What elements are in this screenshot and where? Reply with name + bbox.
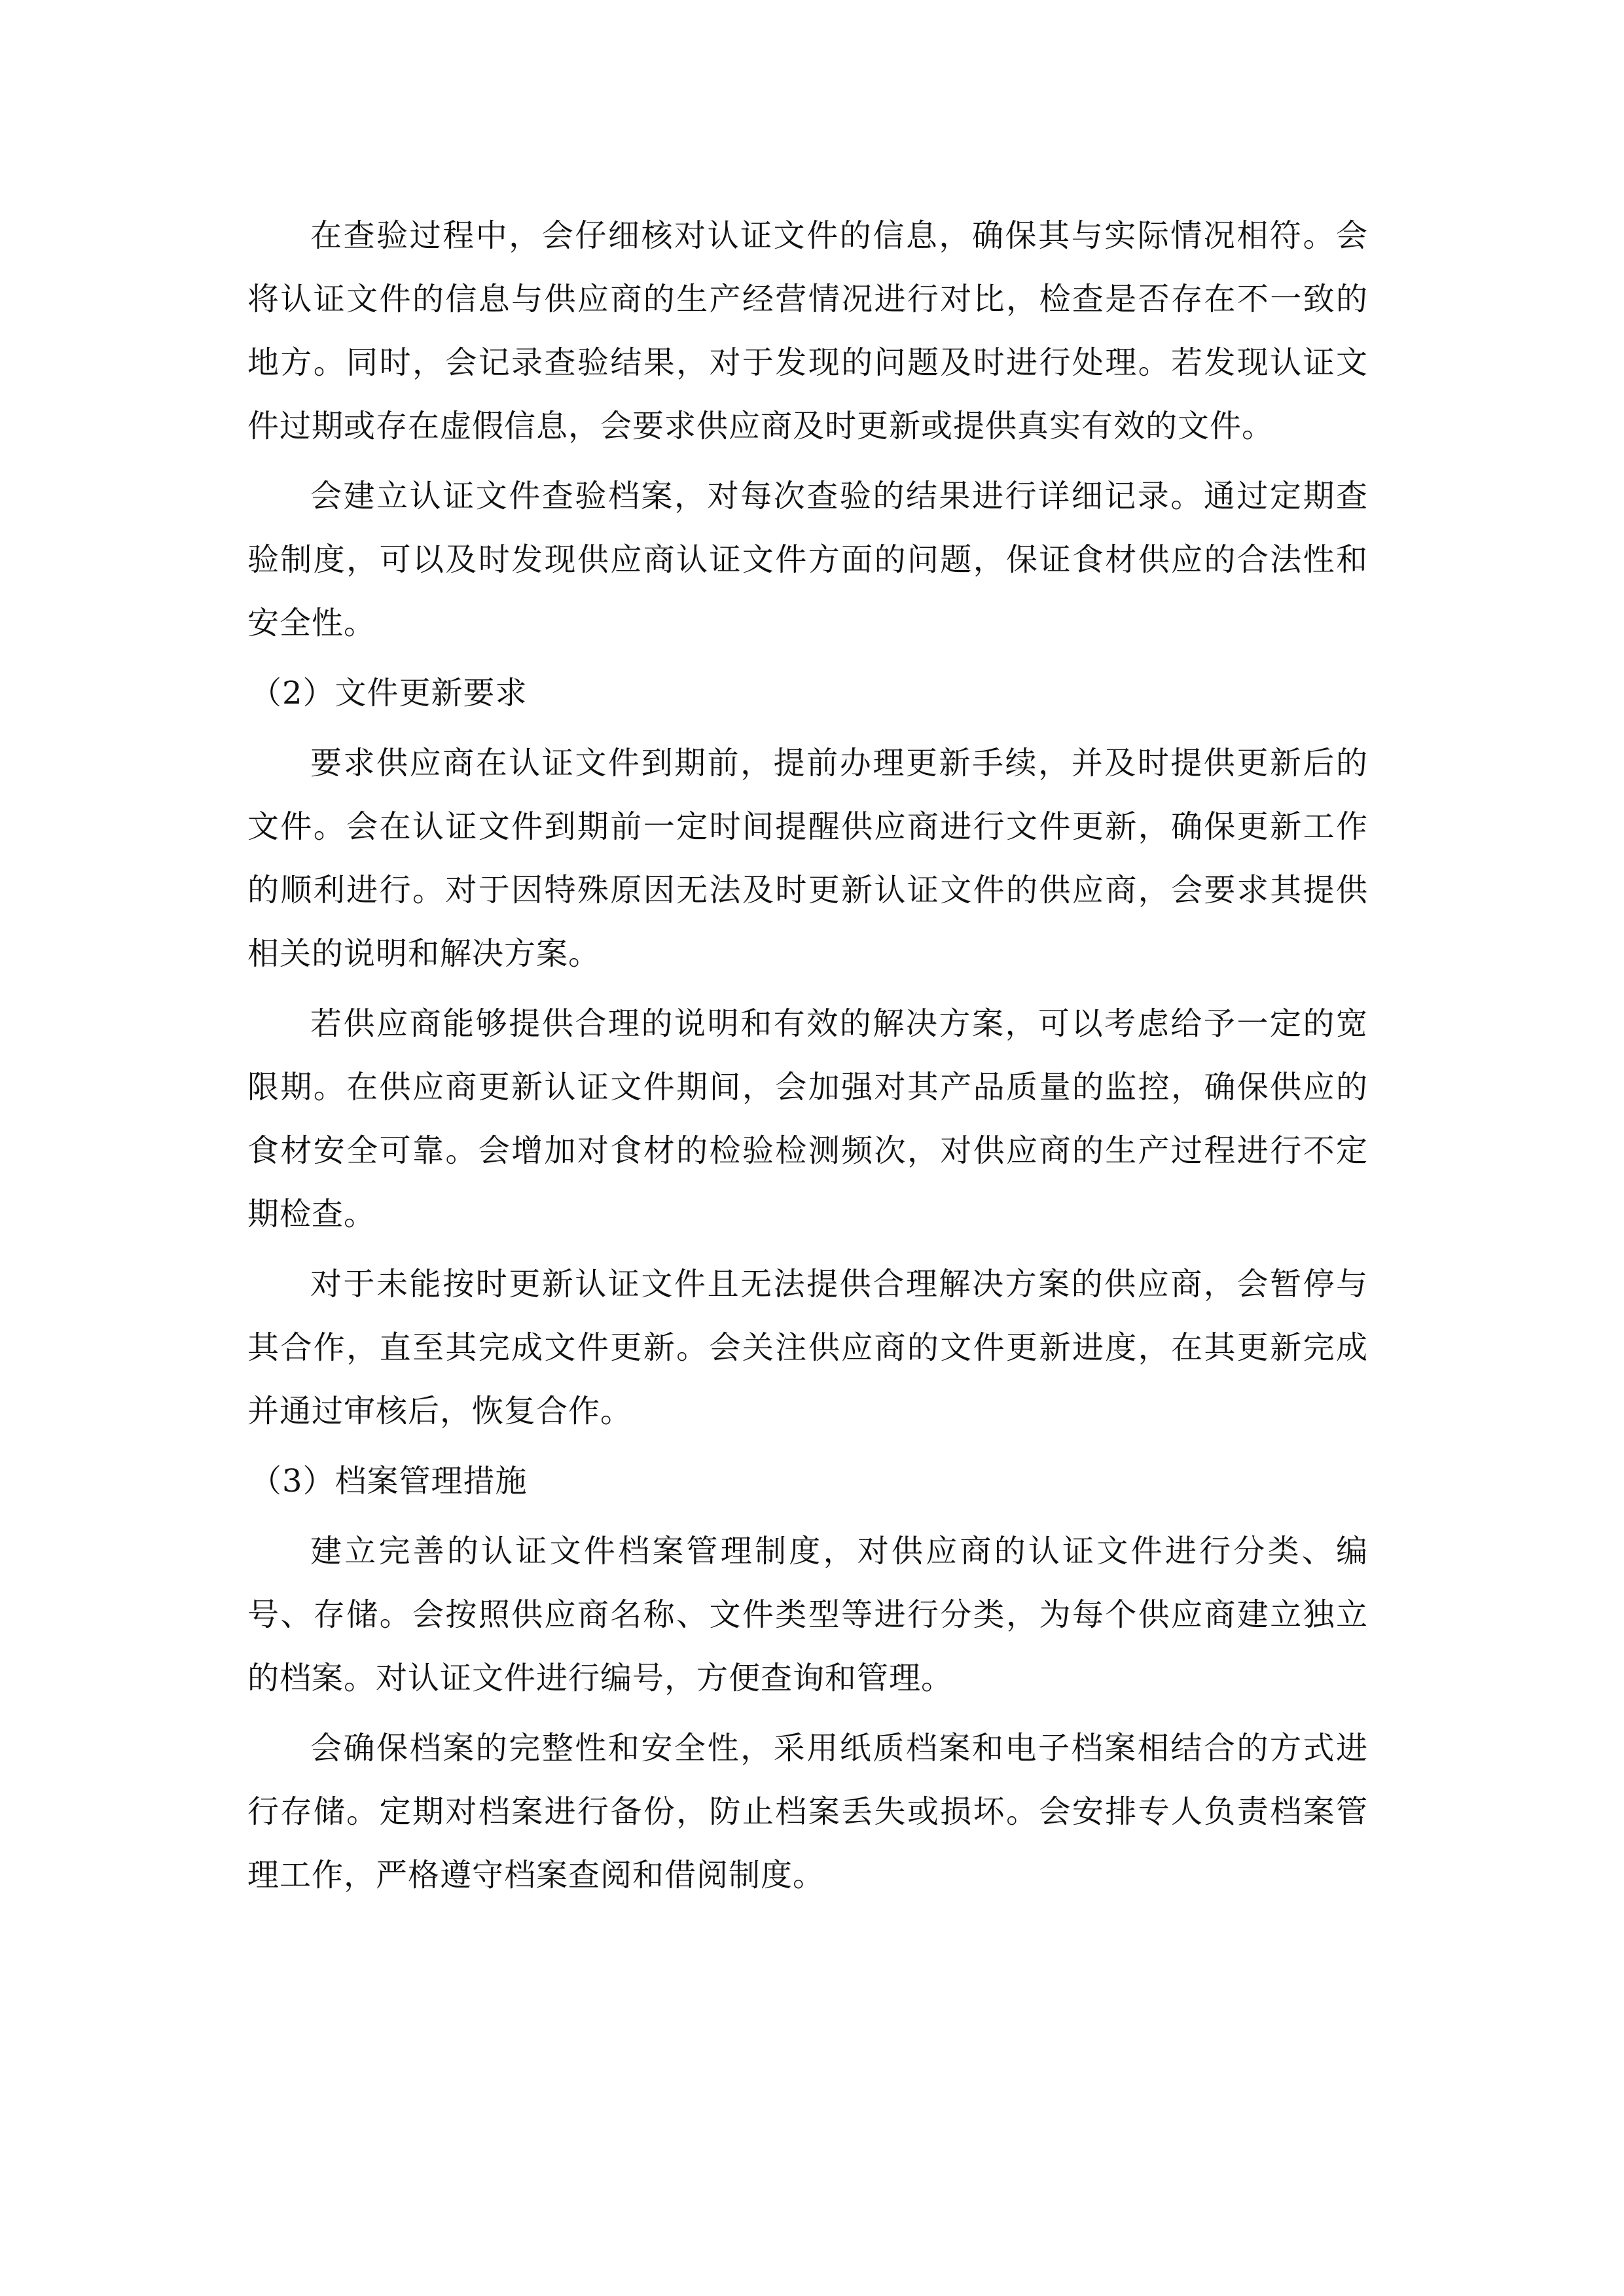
section-heading-archive-management: （3）档案管理措施 [250, 1463, 528, 1499]
paragraph-update-requirement: 要求供应商在认证文件到期前，提前办理更新手续，并及时提供更新后的文件。会在认证文件到期前一定时间提醒供应商进行文件更新，确保更新工作的顺利进行。对于因特殊原因无法及时更新认证文件的供应商，会要求其提供相关的说明和解决方案。 [247, 745, 1368, 972]
document-body [247, 204, 1368, 1914]
section-heading-file-update: （2）文件更新要求 [250, 675, 528, 711]
paragraph-verification-archive: 会建立认证文件查验档案，对每次查验的结果进行详细记录。通过定期查验制度，可以及时发现供应商认证文件方面的问题，保证食材供应的合法性和安全性。 [247, 478, 1368, 641]
paragraph-archive-security: 会确保档案的完整性和安全性，采用纸质档案和电子档案相结合的方式进行存储。定期对档案进行备份，防止档案丢失或损坏。会安排专人负责档案管理工作，严格遵守档案查阅和借阅制度。 [247, 1730, 1368, 1893]
paragraph-grace-period: 若供应商能够提供合理的说明和有效的解决方案，可以考虑给予一定的宽限期。在供应商更新认证文件期间，会加强对其产品质量的监控，确保供应的食材安全可靠。会增加对食材的检验检测频次，对供应商的生产过程进行不定期检查。 [247, 1005, 1368, 1232]
paragraph-archive-system: 建立完善的认证文件档案管理制度，对供应商的认证文件进行分类、编号、存储。会按照供应商名称、文件类型等进行分类，为每个供应商建立独立的档案。对认证文件进行编号，方便查询和管理。 [247, 1533, 1368, 1696]
paragraph-suspend-cooperation: 对于未能按时更新认证文件且无法提供合理解决方案的供应商，会暂停与其合作，直至其完成文件更新。会关注供应商的文件更新进度，在其更新完成并通过审核后，恢复合作。 [247, 1266, 1368, 1429]
paragraph-verification-process: 在查验过程中，会仔细核对认证文件的信息，确保其与实际情况相符。会将认证文件的信息与供应商的生产经营情况进行对比，检查是否存在不一致的地方。同时，会记录查验结果，对于发现的问题及时进行处理。若发现认证文件过期或存在虚假信息，会要求供应商及时更新或提供真实有效的文件。 [247, 217, 1368, 444]
